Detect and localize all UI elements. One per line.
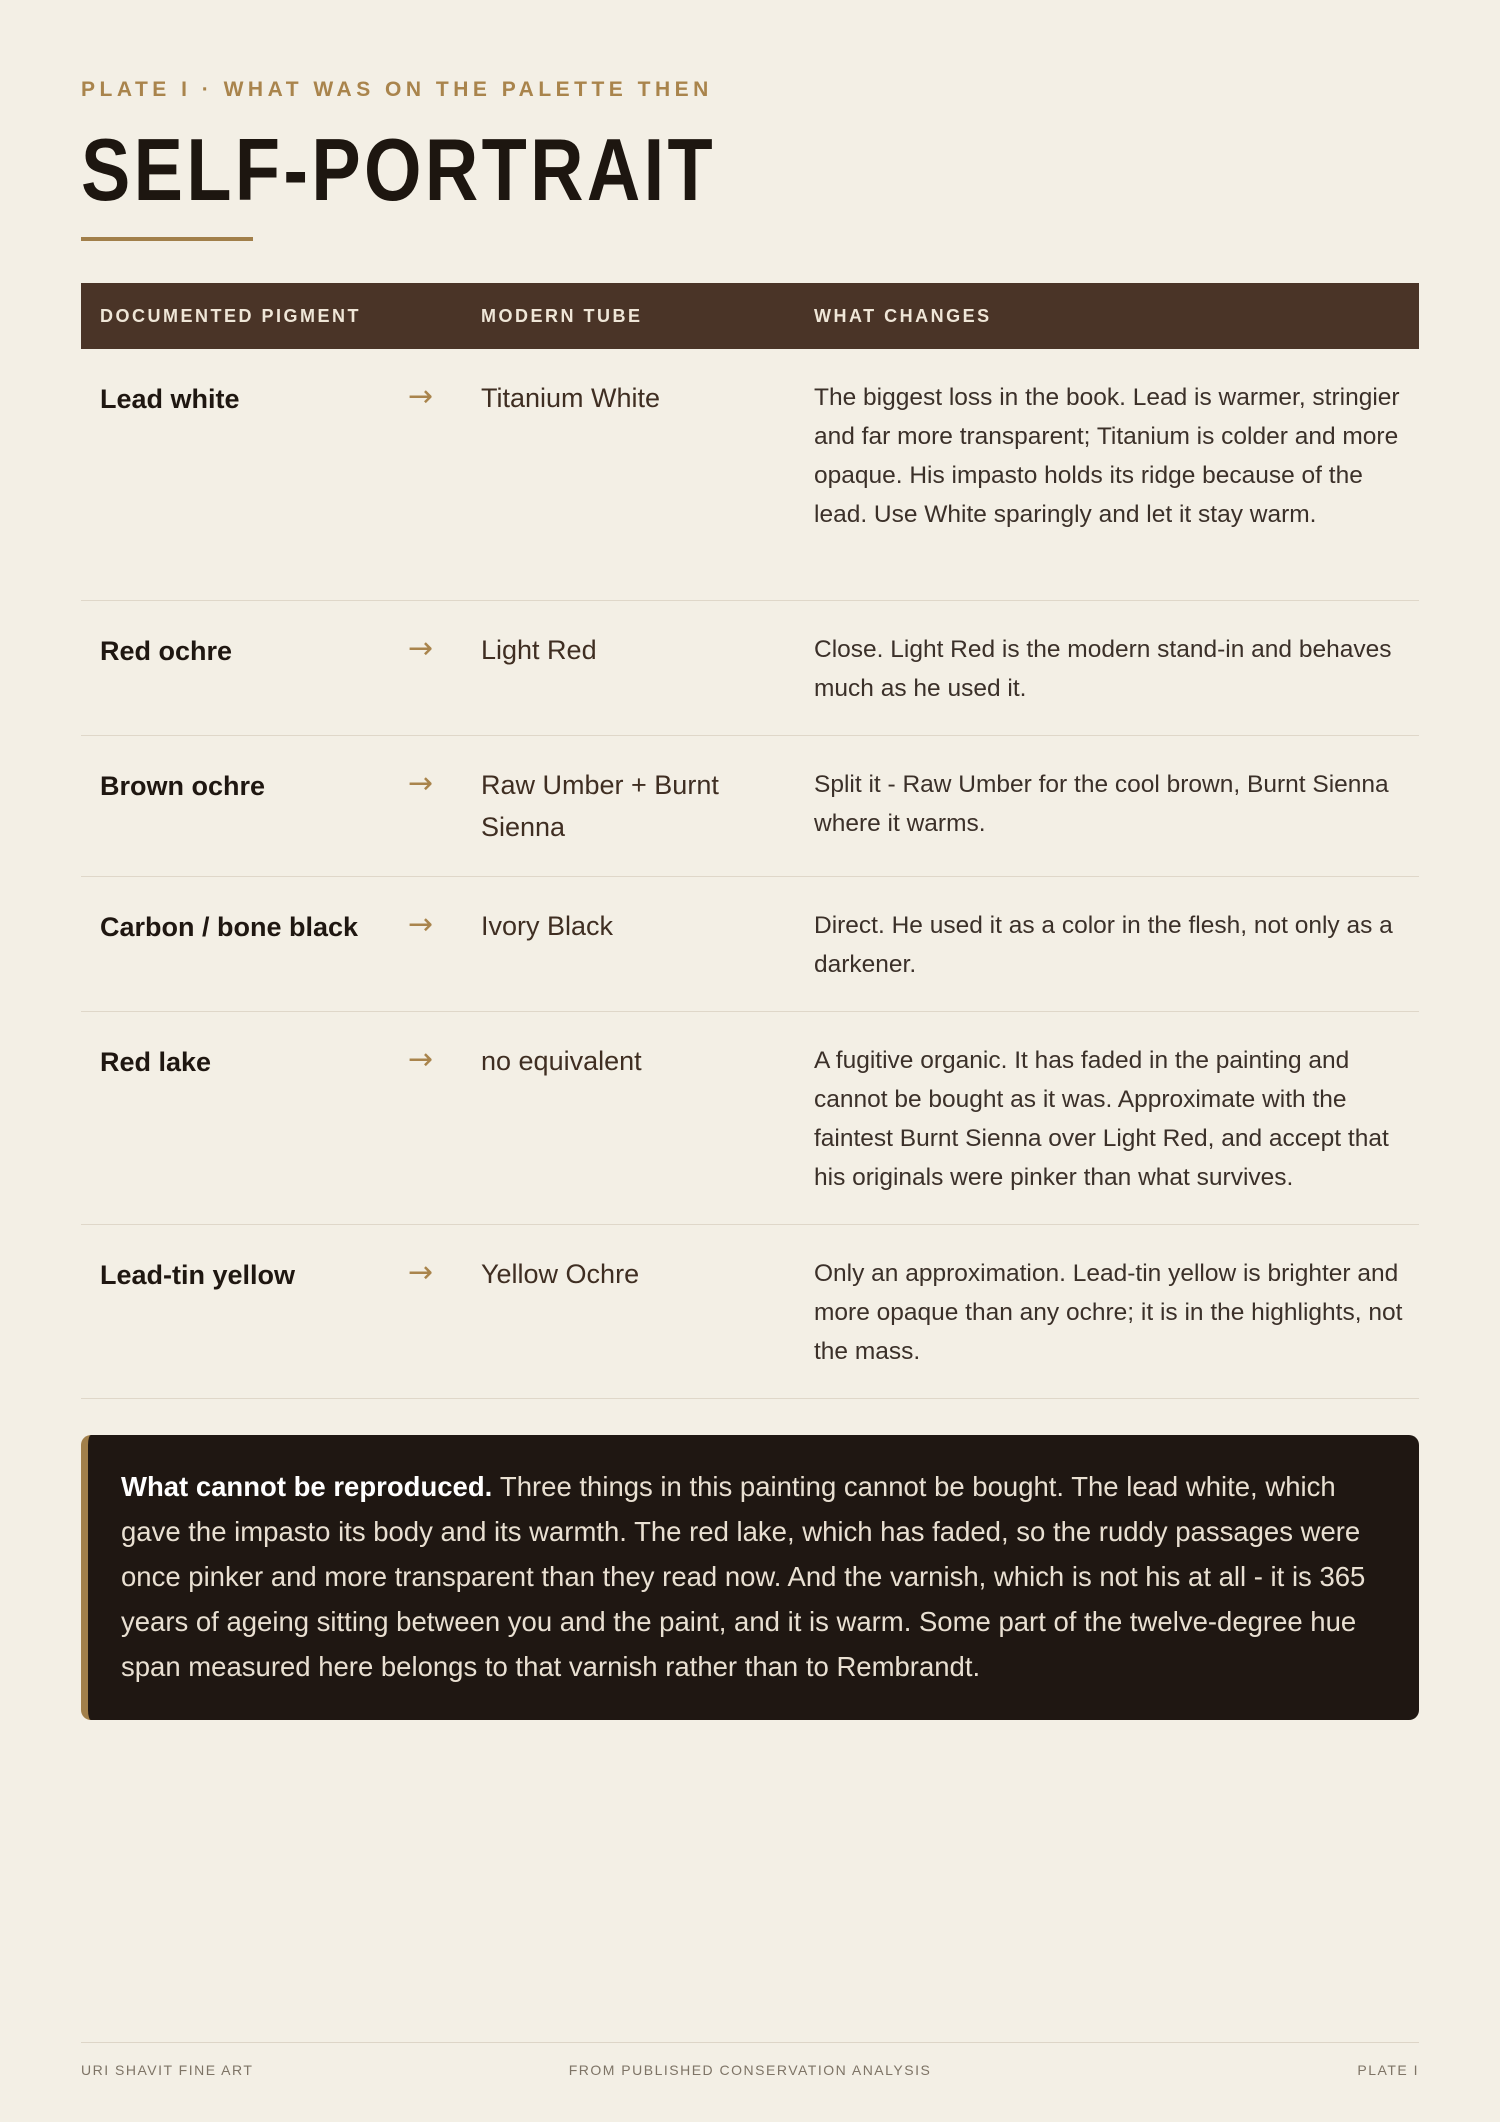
change-description: The biggest loss in the book. Lead is warmer, stringier and far more transparent; Titanium is colder and more opaque. His impasto holds its ridge because of the lead. Use White sparingly and let it stay warm. <box>814 384 1400 528</box>
footer-divider <box>81 2042 1419 2043</box>
change-description: Direct. He used it as a color in the flesh, not only as a darkener. <box>814 912 1393 978</box>
arrow-right-icon: → <box>408 379 434 414</box>
note-body: Three things in this painting cannot be bought. The lead white, which gave the impasto its body and its warmth. The red lake, which has faded, so the ruddy passages were once pinker and more transparent than they read now. And the varnish, which is not his at all - it is 365 years of ageing sitting between you and the paint, and it is warm. Some part of the twelve-degree hue span measured here belongs to that varnish rather than to Rembrandt. <box>121 1471 1366 1682</box>
title-underline <box>81 237 253 241</box>
reproduction-note <box>81 1435 1419 1720</box>
table-row <box>81 1012 1419 1225</box>
arrow-right-icon: → <box>408 766 434 801</box>
table-row <box>81 349 1419 601</box>
plate-kicker: PLATE I · WHAT WAS ON THE PALETTE THEN <box>81 78 713 101</box>
pigment-name: Red ochre <box>100 636 233 666</box>
modern-tube-name: Light Red <box>481 635 597 665</box>
note-lead: What cannot be reproduced. <box>121 1471 500 1502</box>
modern-tube-name: Ivory Black <box>481 911 614 941</box>
page <box>81 0 1419 2122</box>
table-row <box>81 736 1419 877</box>
column-header-documented-pigment: DOCUMENTED PIGMENT <box>100 306 361 326</box>
footer-studio-name: URI SHAVIT FINE ART <box>81 2062 254 2078</box>
arrow-right-icon: → <box>408 631 434 666</box>
change-description: A fugitive organic. It has faded in the painting and cannot be bought as it was. Approximate with the faintest Burnt Sienna over Light Red, and accept that his originals were pinker than what survives. <box>814 1047 1389 1191</box>
pigment-table <box>81 283 1419 1399</box>
arrow-right-icon: → <box>408 1042 434 1077</box>
column-header-modern-tube: MODERN TUBE <box>481 306 643 326</box>
page-title: SELF-PORTRAIT <box>81 120 717 219</box>
column-header-what-changes: WHAT CHANGES <box>814 306 992 326</box>
table-row <box>81 877 1419 1012</box>
modern-tube-name: Raw Umber + Burnt Sienna <box>481 770 719 842</box>
change-description: Only an approximation. Lead-tin yellow is brighter and more opaque than any ochre; it is in the highlights, not the mass. <box>814 1260 1403 1365</box>
modern-tube-name: no equivalent <box>481 1046 642 1076</box>
pigment-name: Carbon / bone black <box>100 912 359 942</box>
arrow-right-icon: → <box>408 1255 434 1290</box>
change-description: Split it - Raw Umber for the cool brown, Burnt Sienna where it warms. <box>814 771 1389 837</box>
pigment-name: Lead white <box>100 384 240 414</box>
footer-source: FROM PUBLISHED CONSERVATION ANALYSIS <box>568 2062 932 2078</box>
pigment-name: Red lake <box>100 1047 212 1077</box>
modern-tube-name: Yellow Ochre <box>481 1259 640 1289</box>
footer-plate-number: PLATE I <box>1357 2062 1419 2078</box>
table-row <box>81 601 1419 736</box>
pigment-name: Brown ochre <box>100 771 266 801</box>
table-row <box>81 1225 1419 1399</box>
table-header <box>81 283 1419 349</box>
change-description: Close. Light Red is the modern stand-in and behaves much as he used it. <box>814 636 1392 702</box>
arrow-right-icon: → <box>408 907 434 942</box>
pigment-name: Lead-tin yellow <box>100 1260 296 1290</box>
modern-tube-name: Titanium White <box>481 383 661 413</box>
